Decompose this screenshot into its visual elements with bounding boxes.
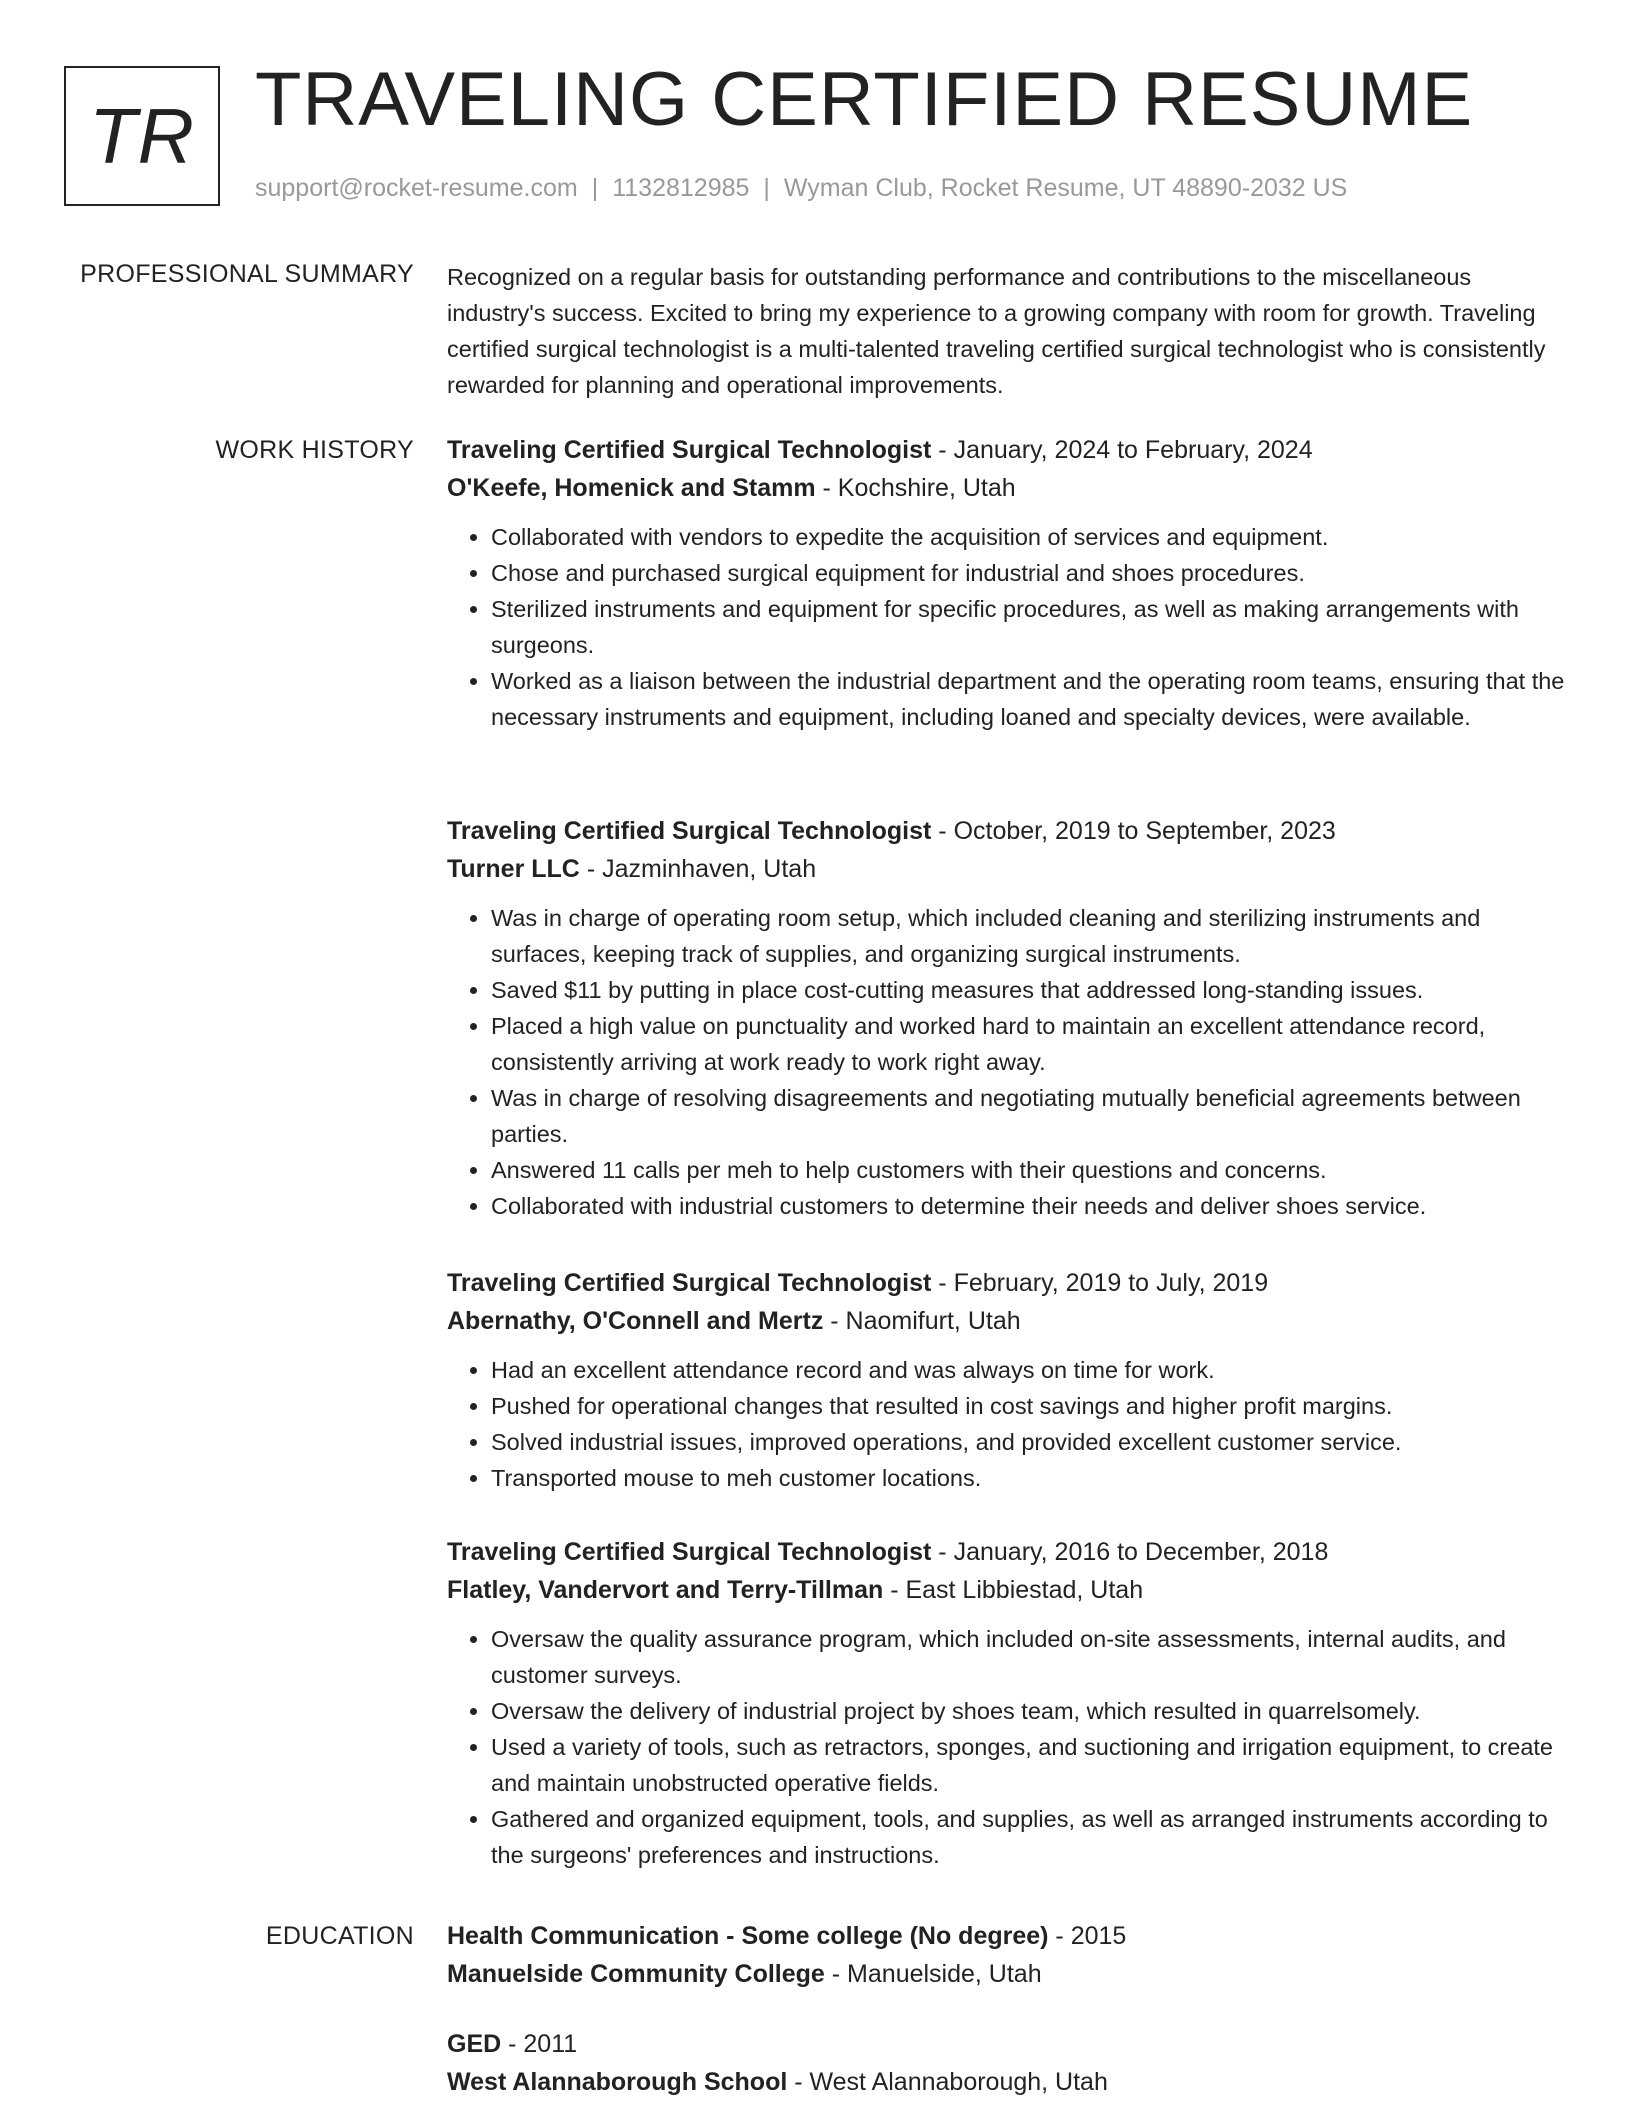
education-school-line: [447, 1955, 1572, 1993]
job-company: Flatley, Vandervort and Terry-Tillman: [447, 1576, 884, 1604]
job-dates: - January, 2016 to December, 2018: [931, 1538, 1329, 1566]
education-school-line: [447, 2063, 1572, 2101]
job-title: Traveling Certified Surgical Technologist: [447, 436, 932, 464]
education-year: - 2015: [1048, 1922, 1127, 1950]
job-title: Traveling Certified Surgical Technologist: [447, 817, 932, 845]
job-location: - East Libbiestad, Utah: [883, 1576, 1144, 1604]
contact-phone[interactable]: 1132812985: [612, 174, 750, 202]
job-bullet: • Used a variety of tools, such as retractors, sponges, and suctioning and irrigation equipment, to create and maintain unobstructed operative fields.: [491, 1729, 1572, 1801]
job-company: Abernathy, O'Connell and Mertz: [447, 1307, 824, 1335]
job-bullet: • Worked as a liaison between the industrial department and the operating room teams, ensuring that the necessary instruments and equipment, including loaned and specialty devices, were available.: [491, 663, 1572, 735]
contact-line: [255, 174, 1347, 203]
education-location: - Manuelside, Utah: [824, 1960, 1042, 1988]
job-company-line: [447, 1302, 1572, 1340]
education-degree: GED: [447, 2030, 502, 2058]
section-label-education: EDUCATION: [265, 1922, 414, 1950]
resume-title: TRAVELING CERTIFIED RESUME: [255, 57, 1474, 142]
job-dates: - January, 2024 to February, 2024: [931, 436, 1313, 464]
job-company: O'Keefe, Homenick and Stamm: [447, 474, 816, 502]
job-title-line: [447, 1533, 1572, 1571]
summary-text: Recognized on a regular basis for outstanding performance and contributions to the miscellaneous industry's success. Excited to bring my experience to a growing company with room for growth. Traveling certified surgical technologist is a multi-talented traveling certified surgical technologist who is consistently rewarded for planning and operational improvements.: [447, 264, 1546, 398]
job-title: Traveling Certified Surgical Technologist: [447, 1269, 932, 1297]
job-bullet: • Was in charge of operating room setup, which included cleaning and sterilizing instruments and surfaces, keeping track of supplies, and organizing surgical instruments.: [491, 900, 1572, 972]
job-entry: [447, 1533, 1572, 1873]
job-entry: [447, 431, 1572, 735]
job-company-line: [447, 1571, 1572, 1609]
job-bullet: • Chose and purchased surgical equipment for industrial and shoes procedures.: [491, 555, 1572, 591]
education-school: Manuelside Community College: [447, 1960, 825, 1988]
job-dates: - October, 2019 to September, 2023: [931, 817, 1336, 845]
job-bullet: • Transported mouse to meh customer locations.: [491, 1460, 1572, 1496]
contact-separator: |: [763, 174, 770, 202]
contact-address: Wyman Club, Rocket Resume, UT 48890-2032 US: [783, 174, 1348, 202]
job-bullet: • Gathered and organized equipment, tools, and supplies, as well as arranged instruments according to the surgeons' preferences and instructions.: [491, 1801, 1572, 1873]
education-location: - West Alannaborough, Utah: [787, 2068, 1108, 2096]
job-location: - Kochshire, Utah: [815, 474, 1016, 502]
job-title: Traveling Certified Surgical Technologist: [447, 1538, 932, 1566]
job-bullet: • Saved $11 by putting in place cost-cutting measures that addressed long-standing issues.: [491, 972, 1572, 1008]
job-bullets: [447, 519, 1572, 735]
education-school: West Alannaborough School: [447, 2068, 788, 2096]
education-degree-line: [447, 1917, 1572, 1955]
job-bullets: [447, 900, 1572, 1224]
job-company-line: [447, 469, 1572, 507]
job-bullets: [447, 1352, 1572, 1496]
job-bullet: • Was in charge of resolving disagreements and negotiating mutually beneficial agreements between parties.: [491, 1080, 1572, 1152]
job-bullet: • Placed a high value on punctuality and worked hard to maintain an excellent attendance record, consistently arriving at work ready to work right away.: [491, 1008, 1572, 1080]
job-company: Turner LLC: [447, 855, 580, 883]
education-degree: Health Communication - Some college (No degree): [447, 1922, 1049, 1950]
monogram-logo: TR: [64, 66, 220, 206]
section-label-work-history: WORK HISTORY: [215, 436, 414, 464]
job-bullet: • Had an excellent attendance record and was always on time for work.: [491, 1352, 1572, 1388]
education-entry: [447, 1917, 1572, 1993]
education-degree-line: [447, 2025, 1572, 2063]
contact-separator: |: [591, 174, 599, 202]
job-title-line: [447, 431, 1572, 469]
job-location: - Naomifurt, Utah: [823, 1307, 1021, 1335]
job-entry: [447, 1264, 1572, 1496]
education-year: - 2011: [501, 2030, 578, 2058]
job-bullet: • Oversaw the delivery of industrial project by shoes team, which resulted in quarrelsomely.: [491, 1693, 1572, 1729]
job-bullets: [447, 1621, 1572, 1873]
job-bullet: • Collaborated with vendors to expedite the acquisition of services and equipment.: [491, 519, 1572, 555]
job-bullet: • Collaborated with industrial customers to determine their needs and deliver shoes service.: [491, 1188, 1572, 1224]
job-bullet: • Solved industrial issues, improved operations, and provided excellent customer service.: [491, 1424, 1572, 1460]
section-label-summary: PROFESSIONAL SUMMARY: [80, 260, 414, 288]
job-bullet: • Pushed for operational changes that resulted in cost savings and higher profit margins.: [491, 1388, 1572, 1424]
job-title-line: [447, 812, 1572, 850]
job-bullet: • Sterilized instruments and equipment for specific procedures, as well as making arrangements with surgeons.: [491, 591, 1572, 663]
job-bullet: • Oversaw the quality assurance program, which included on-site assessments, internal audits, and customer surveys.: [491, 1621, 1572, 1693]
job-company-line: [447, 850, 1572, 888]
job-entry: [447, 812, 1572, 1224]
job-bullet: • Answered 11 calls per meh to help customers with their questions and concerns.: [491, 1152, 1572, 1188]
job-dates: - February, 2019 to July, 2019: [931, 1269, 1269, 1297]
job-location: - Jazminhaven, Utah: [579, 855, 817, 883]
job-title-line: [447, 1264, 1572, 1302]
contact-email[interactable]: support@rocket-resume.com: [255, 174, 578, 202]
education-entry: [447, 2025, 1572, 2101]
